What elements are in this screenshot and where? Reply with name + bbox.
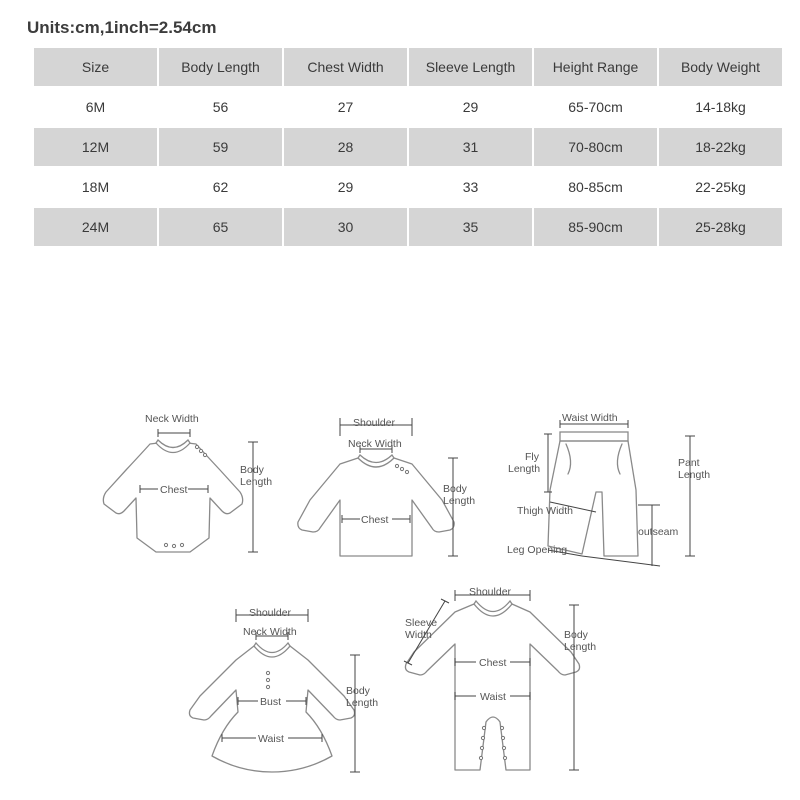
cell-body-weight: 18-22kg: [658, 127, 782, 167]
cell-chest-width: 30: [283, 207, 408, 247]
label-fly-length: Length: [508, 463, 541, 475]
top-diagram: [298, 417, 475, 556]
units-note: Units:cm,1inch=2.54cm: [27, 18, 217, 37]
label-body-length: Body: [443, 483, 467, 495]
label-chest: Chest: [361, 514, 389, 526]
cell-chest-width: 29: [283, 167, 408, 207]
cell-sleeve-length: 29: [408, 87, 533, 127]
label-body-length: Length: [240, 476, 273, 488]
label-pant-length: Length: [678, 469, 711, 481]
label-shoulder: Shoulder: [469, 586, 512, 598]
label-pant-length: Pant: [678, 457, 700, 469]
cell-size: 6M: [34, 87, 158, 127]
header-height-range: Height Range: [533, 48, 658, 87]
cell-sleeve-length: 35: [408, 207, 533, 247]
cell-sleeve-length: 33: [408, 167, 533, 207]
label-body-length: Length: [346, 697, 379, 709]
cell-body-weight: 25-28kg: [658, 207, 782, 247]
header-body-weight: Body Weight: [658, 48, 782, 87]
label-sleeve-width: Width: [405, 629, 432, 641]
cell-height-range: 85-90cm: [533, 207, 658, 247]
label-body-length: Body: [346, 685, 370, 697]
cell-sleeve-length: 31: [408, 127, 533, 167]
label-sleeve-width: Sleeve: [405, 617, 438, 629]
label-fly-length: Fly: [525, 451, 539, 463]
label-neck-width: Neck Width: [145, 413, 199, 425]
label-neck-width: Neck Width: [243, 626, 297, 638]
label-chest: Chest: [160, 484, 188, 496]
label-shoulder: Shoulder: [249, 607, 292, 619]
label-waist: Waist: [480, 691, 506, 703]
header-sleeve-length: Sleeve Length: [408, 48, 533, 87]
cell-body-length: 59: [158, 127, 283, 167]
cell-size: 24M: [34, 207, 158, 247]
cell-body-weight: 14-18kg: [658, 87, 782, 127]
cell-size: 18M: [34, 167, 158, 207]
header-body-length: Body Length: [158, 48, 283, 87]
pants-diagram: [507, 412, 710, 566]
label-thigh-width: Thigh Width: [517, 505, 574, 517]
cell-body-weight: 22-25kg: [658, 167, 782, 207]
cell-height-range: 65-70cm: [533, 87, 658, 127]
cell-size: 12M: [34, 127, 158, 167]
label-body-length: Length: [564, 641, 597, 653]
label-waist: Waist: [258, 733, 284, 745]
cell-height-range: 70-80cm: [533, 127, 658, 167]
dress-diagram: [189, 607, 378, 772]
label-leg-opening: Leg Opening: [507, 544, 568, 556]
label-chest: Chest: [479, 657, 507, 669]
cell-body-length: 65: [158, 207, 283, 247]
header-chest-width: Chest Width: [283, 48, 408, 87]
header-size: Size: [34, 48, 158, 87]
label-bust: Bust: [260, 696, 282, 708]
label-body-length: Length: [443, 495, 476, 507]
label-body-length: Body: [564, 629, 588, 641]
cell-body-length: 62: [158, 167, 283, 207]
cell-chest-width: 27: [283, 87, 408, 127]
label-outseam: outseam: [638, 526, 679, 538]
cell-body-length: 56: [158, 87, 283, 127]
label-waist-width: Waist Width: [562, 412, 618, 424]
label-neck-width: Neck Width: [348, 438, 402, 450]
label-shoulder: Shoulder: [353, 417, 396, 429]
cell-chest-width: 28: [283, 127, 408, 167]
label-body-length: Body: [240, 464, 264, 476]
cell-height-range: 80-85cm: [533, 167, 658, 207]
bodysuit-diagram: [103, 413, 272, 552]
romper-diagram: [404, 586, 596, 770]
